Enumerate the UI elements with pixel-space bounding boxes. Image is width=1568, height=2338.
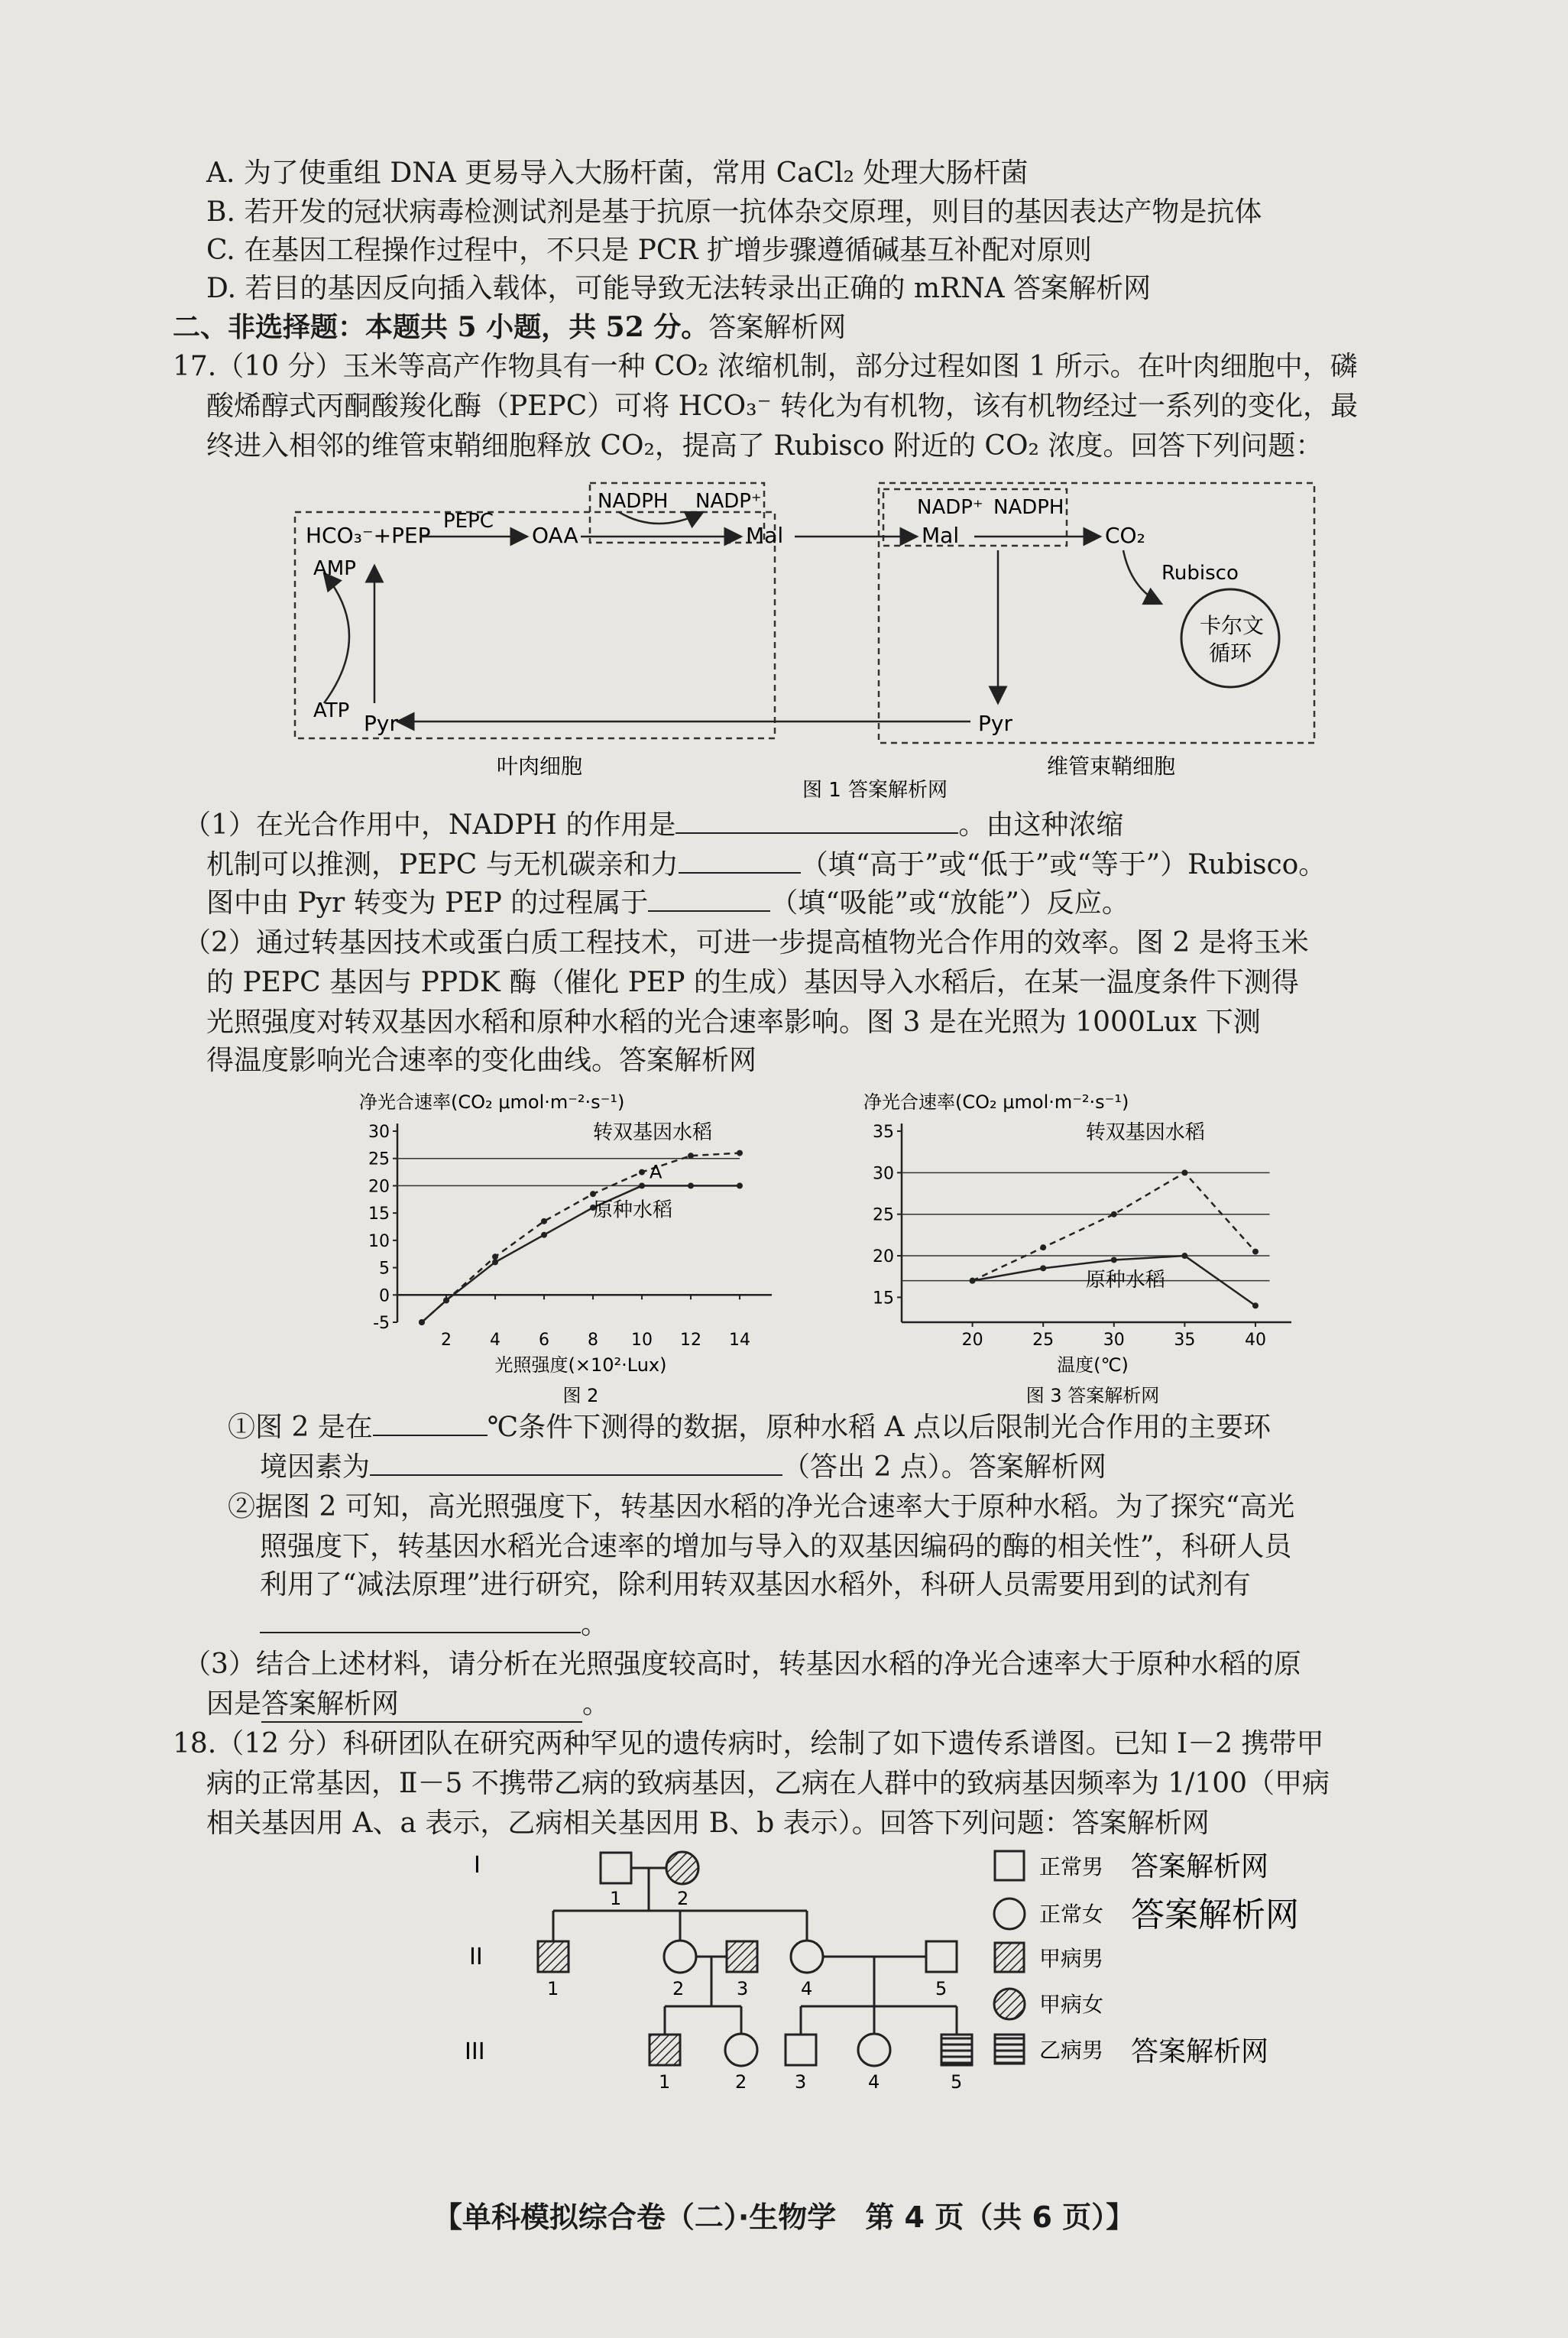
q17-s1-line-a: [228, 1411, 1271, 1445]
q17-1-text-a-end: 。由这种浓缩: [958, 809, 1124, 841]
y-tick-label: 10: [368, 1231, 390, 1251]
q18-line-1: 18.（12 分）科研团队在研究两种罕见的遗传病时，绘制了如下遗传系谱图。已知 Ⅰ－2 携带甲: [173, 1728, 1324, 1759]
iii3-number: 3: [795, 2071, 807, 2093]
q17-3-text-b: 因是: [206, 1688, 262, 1720]
x-tick-label: 10: [631, 1331, 653, 1350]
rubisco-label: Rubisco: [1161, 562, 1239, 585]
q18-line-3-text: 相关基因用 A、a 表示，乙病相关基因用 B、b 表示）。回答下列问题：: [206, 1808, 1072, 1839]
section-2-title: [173, 310, 846, 345]
y-tick-label: 15: [873, 1289, 894, 1308]
bundle-sheath-label: 维管束鞘细胞: [1047, 754, 1176, 779]
iii5-affected-b-male: [941, 2035, 972, 2065]
data-point: [737, 1182, 743, 1188]
y-tick-label: 20: [873, 1247, 894, 1267]
ii5-number: 5: [935, 1978, 948, 1999]
watermark: 答案解析网: [1071, 1808, 1210, 1839]
series-label: 转双基因水稻: [593, 1121, 713, 1144]
x-tick-label: 8: [588, 1331, 598, 1350]
legend-normal-female-symbol: [994, 1899, 1025, 1929]
data-point: [541, 1232, 547, 1238]
series-label: 原种水稻: [593, 1198, 673, 1222]
data-point: [492, 1253, 498, 1260]
answer-blank[interactable]: [679, 872, 801, 874]
q17-intro-3: 终进入相邻的维管束鞘细胞释放 CO₂，提高了 Rubisco 附近的 CO₂ 浓度。回答下列问题：: [206, 430, 1323, 462]
answer-blank[interactable]: [370, 1474, 782, 1476]
data-point: [688, 1153, 694, 1159]
legend-b-male: 乙病男: [1039, 2038, 1104, 2063]
legend-a-male: 甲病男: [1039, 1946, 1104, 1971]
legend-normal-male-symbol: [995, 1851, 1024, 1880]
x-tick-label: 20: [961, 1331, 983, 1350]
ii1-affected-a-male: [538, 1941, 569, 1972]
mesophyll-label: 叶肉细胞: [497, 754, 583, 779]
q17-1-line-c: [206, 887, 1129, 920]
ii4-normal-female: [791, 1941, 823, 1973]
pepc-label: PEPC: [443, 510, 494, 533]
option-c: C. 在基因工程操作过程中，不只是 PCR 扩增步骤遵循碱基互补配对原则: [206, 235, 1092, 266]
legend-normal-male: 正常男: [1039, 1854, 1104, 1879]
iii4-normal-female: [858, 2034, 890, 2066]
figure-caption: 图 3 答案解析网: [1025, 1385, 1160, 1406]
y-tick-label: 20: [368, 1177, 390, 1197]
q17-s2-line-d: [260, 1608, 608, 1642]
watermark: 答案解析网: [708, 312, 847, 343]
answer-blank[interactable]: [675, 832, 958, 834]
data-point: [1040, 1244, 1046, 1250]
series-label: 转双基因水稻: [1085, 1121, 1205, 1144]
section-2-title-text: 二、非选择题：本题共 5 小题，共 52 分。: [173, 311, 709, 343]
x-tick-label: 35: [1174, 1331, 1196, 1350]
data-point: [492, 1259, 498, 1265]
q17-s2-line-c: 利用了“减法原理”进行研究，除利用转双基因水稻外，科研人员需要用到的试剂有: [260, 1569, 1251, 1600]
answer-blank[interactable]: [648, 910, 770, 912]
ii5-normal-male: [926, 1941, 957, 1972]
q17-1-text-c-end: （填“吸能”或“放能”）反应。: [770, 887, 1129, 919]
pyr-label-2: Pyr: [978, 711, 1012, 736]
watermark: 答案解析网: [848, 779, 948, 802]
footer-page: 第 4 页（共 6 页）: [865, 2200, 1106, 2234]
calvin-cycle-circle: [1181, 589, 1279, 687]
page-footer: 【单科模拟综合卷（二）·生物学 第 4 页（共 6 页）】: [432, 2200, 1136, 2234]
atp-amp-arc: [324, 573, 349, 703]
series-line-2: [422, 1185, 740, 1322]
ii1-number: 1: [547, 1978, 559, 1999]
option-a: A. 为了使重组 DNA 更易导入大肠杆菌，常用 CaCl₂ 处理大肠杆菌: [206, 157, 1029, 189]
watermark: 答案解析网: [1131, 2036, 1269, 2067]
x-tick-label: 25: [1032, 1331, 1055, 1350]
q17-s1-text-a-end: ℃条件下测得的数据，原种水稻 A 点以后限制光合作用的主要环: [487, 1412, 1271, 1443]
ii4-number: 4: [801, 1978, 813, 1999]
q17-1-text-b-end: （填“高于”或“低于”或“等于”）Rubisco。: [800, 849, 1327, 880]
x-tick-label: 2: [441, 1331, 452, 1350]
watermark: 答案解析网: [1013, 273, 1152, 304]
answer-blank[interactable]: [260, 1632, 581, 1633]
co2-label: CO₂: [1105, 523, 1145, 548]
figure-caption: 图 2: [562, 1385, 599, 1406]
q17-3-line-a: （3）结合上述材料，请分析在光照强度较高时，转基因水稻的净光合速率大于原种水稻的原: [183, 1649, 1301, 1680]
iii2-number: 2: [735, 2071, 747, 2093]
q17-1-text-b: 机制可以推测，PEPC 与无机碳亲和力: [206, 849, 679, 880]
oaa-label: OAA: [532, 523, 578, 548]
q17-s1-line-b: [260, 1451, 1106, 1484]
data-point: [1252, 1249, 1259, 1255]
data-point: [419, 1319, 425, 1325]
y-tick-label: 0: [379, 1286, 390, 1306]
x-tick-label: 30: [1103, 1331, 1125, 1350]
figure-1-caption: 图 1: [802, 779, 841, 802]
option-b: B. 若开发的冠状病毒检测试剂是基于抗原一抗体杂交原理，则目的基因表达产物是抗体: [206, 196, 1262, 228]
hco3-pep-label: HCO₃⁻+PEP: [306, 523, 431, 548]
data-point: [688, 1182, 694, 1188]
ii3-affected-a-male: [727, 1941, 757, 1972]
q17-3-line-b: [206, 1688, 610, 1723]
chart-title: 净光合速率(CO₂ μmol·m⁻²·s⁻¹): [863, 1091, 1129, 1113]
data-point: [737, 1150, 743, 1156]
gen-iii-label: III: [465, 2038, 485, 2065]
data-point: [1181, 1169, 1187, 1175]
mal-label-2: Mal: [922, 523, 960, 548]
nadph-arc-1: [619, 512, 703, 524]
pyr-label-1: Pyr: [364, 711, 398, 736]
footer-exam-title: 单科模拟综合卷（二）·生物学: [462, 2200, 837, 2234]
point-annotation: A: [650, 1161, 663, 1183]
x-tick-label: 6: [539, 1331, 549, 1350]
mal-label-1: Mal: [746, 523, 784, 548]
y-tick-label: 25: [368, 1150, 390, 1169]
q17-intro-1: 17.（10 分）玉米等高产作物具有一种 CO₂ 浓缩机制，部分过程如图 1 所示。在叶肉细胞中，磷: [173, 351, 1358, 382]
data-point: [639, 1182, 645, 1188]
q17-2-line-b: 的 PEPC 基因与 PPDK 酶（催化 PEP 的生成）基因导入水稻后，在某一温度条件下测得: [206, 967, 1299, 998]
iii2-normal-female: [725, 2034, 757, 2066]
q17-1-line-b: [206, 848, 1326, 882]
data-point: [1181, 1253, 1187, 1259]
i2-affected-a-female: [666, 1852, 698, 1884]
watermark: 答案解析网: [1131, 1895, 1299, 1934]
data-point: [443, 1297, 449, 1303]
legend-normal-female: 正常女: [1039, 1902, 1104, 1927]
y-tick-label: 30: [368, 1123, 390, 1142]
option-d: [206, 272, 1151, 306]
data-point: [970, 1278, 976, 1284]
data-point: [1252, 1302, 1259, 1308]
iii3-normal-male: [786, 2035, 816, 2065]
series-line-1: [973, 1172, 1255, 1280]
ii3-number: 3: [737, 1978, 749, 1999]
iii1-number: 1: [659, 2071, 671, 2093]
calvin-label-2: 循环: [1209, 640, 1252, 666]
q17-1-text-a: （1）在光合作用中，NADPH 的作用是: [183, 809, 676, 841]
figure-1-diagram: [290, 474, 1345, 810]
y-tick-label: 35: [873, 1123, 894, 1142]
y-tick-label: 15: [368, 1205, 390, 1224]
iii1-affected-a-male: [650, 2035, 680, 2065]
chart-title: 净光合速率(CO₂ μmol·m⁻²·s⁻¹): [359, 1091, 625, 1113]
data-point: [1111, 1257, 1117, 1263]
option-d-text: D. 若目的基因反向插入载体，可能导致无法转录出正确的 mRNA: [206, 273, 1005, 304]
amp-label: AMP: [313, 557, 356, 580]
gen-ii-label: II: [469, 1944, 483, 1970]
y-tick-label: 30: [873, 1164, 894, 1184]
figure-3-chart: [841, 1085, 1330, 1406]
calvin-label-1: 卡尔文: [1200, 613, 1265, 638]
q17-intro-2: 酸烯醇式丙酮酸羧化酶（PEPC）可将 HCO₃⁻ 转化为有机物，该有机物经过一系列的变化，最: [206, 391, 1359, 422]
y-tick-label: 5: [379, 1259, 390, 1279]
q17-s1-text-b: 境因素为: [260, 1451, 371, 1483]
q17-s1-text-a: ①图 2 是在: [228, 1412, 373, 1443]
data-point: [590, 1191, 596, 1197]
series-line-1: [422, 1153, 740, 1322]
atp-label: ATP: [313, 699, 350, 722]
watermark: 答案解析网: [968, 1451, 1106, 1483]
legend-a-female-symbol: [994, 1989, 1025, 2019]
q17-s2-line-a: ②据图 2 可知，高光照强度下，转基因水稻的净光合速率大于原种水稻。为了探究“高光: [228, 1491, 1295, 1522]
data-point: [541, 1218, 547, 1224]
i2-number: 2: [677, 1888, 689, 1909]
nadp-label-1: NADP⁺: [695, 490, 762, 513]
series-label: 原种水稻: [1085, 1269, 1165, 1292]
q17-2-line-a: （2）通过转基因技术或蛋白质工程技术，可进一步提高植物光合作用的效率。图 2 是将玉米: [183, 927, 1309, 958]
watermark: 答案解析网: [1131, 1851, 1269, 1882]
x-tick-label: 40: [1244, 1331, 1266, 1350]
data-point: [639, 1169, 645, 1175]
q17-2-line-c: 光照强度对转双基因水稻和原种水稻的光合速率影响。图 3 是在光照为 1000Lux 下测: [206, 1007, 1261, 1038]
iii5-number: 5: [951, 2071, 963, 2093]
figure-2-chart: [336, 1085, 810, 1406]
x-tick-label: 14: [729, 1331, 750, 1350]
q18-line-2: 病的正常基因，Ⅱ－5 不携带乙病的致病基因，乙病在人群中的致病基因频率为 1/100（甲病: [206, 1768, 1330, 1799]
ii2-number: 2: [672, 1978, 685, 1999]
q17-s2-line-b: 照强度下，转基因水稻光合速率的增加与导入的双基因编码的酶的相关性”，科研人员: [260, 1531, 1292, 1562]
q17-2-line-d: [206, 1044, 756, 1078]
ii2-normal-female: [664, 1941, 696, 1973]
x-tick-label: 12: [680, 1331, 701, 1350]
x-tick-label: 4: [490, 1331, 501, 1350]
answer-blank[interactable]: [261, 1688, 582, 1723]
nadph-label-2: NADPH: [993, 496, 1064, 519]
q17-1-line-a: [183, 809, 1123, 842]
answer-blank[interactable]: [373, 1435, 488, 1436]
legend-b-male-symbol: [995, 2035, 1024, 2064]
x-axis-label: 光照强度(×10²·Lux): [494, 1354, 667, 1376]
q17-3-text-b-end: 。: [582, 1688, 611, 1720]
nadph-label-1: NADPH: [598, 490, 669, 513]
watermark: 答案解析网: [261, 1688, 400, 1720]
q17-s1-text-b-end: （答出 2 点）。: [782, 1451, 969, 1483]
q17-1-text-c: 图中由 Pyr 转变为 PEP 的过程属于: [206, 887, 649, 919]
q17-s2-text-d: 。: [581, 1609, 609, 1640]
gen-i-label: I: [474, 1852, 481, 1879]
y-tick-label: -5: [373, 1314, 390, 1333]
iii4-number: 4: [868, 2071, 880, 2093]
legend-a-female: 甲病女: [1039, 1992, 1104, 2017]
data-point: [1040, 1265, 1046, 1271]
data-point: [1111, 1211, 1117, 1218]
x-axis-label: 温度(℃): [1057, 1354, 1129, 1376]
i1-normal-male: [601, 1853, 631, 1883]
pedigree-chart: [428, 1834, 1421, 2094]
co2-to-calvin-arrow: [1123, 550, 1161, 604]
q17-2-text-d: 得温度影响光合速率的变化曲线。: [206, 1045, 620, 1076]
watermark: 答案解析网: [619, 1045, 757, 1076]
i1-number: 1: [610, 1888, 622, 1909]
legend-a-male-symbol: [995, 1943, 1024, 1972]
y-tick-label: 25: [873, 1205, 894, 1225]
nadp-label-2: NADP⁺: [917, 496, 983, 519]
